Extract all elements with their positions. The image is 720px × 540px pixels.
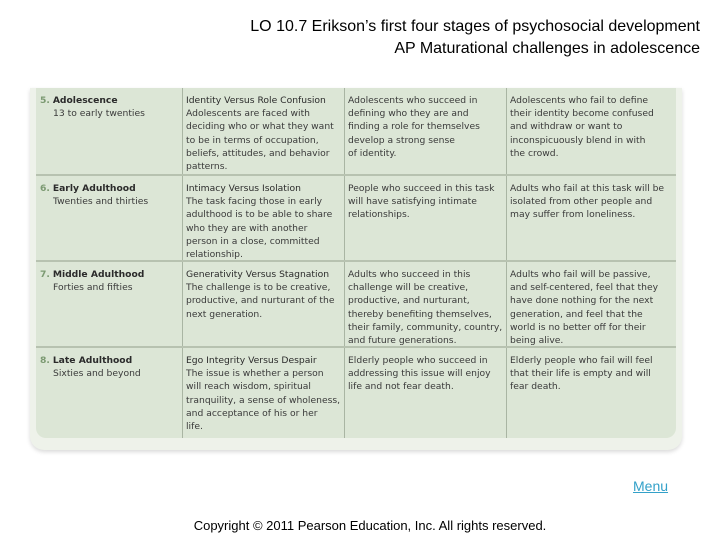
erikson-table-image bbox=[30, 88, 682, 450]
success-cell: Elderly people who succeed in addressing this issue will enjoy life and not fear death. bbox=[348, 355, 491, 393]
crisis-name: Identity Versus Role Confusion bbox=[186, 95, 326, 106]
stage-age: Twenties and thirties bbox=[53, 196, 149, 208]
crisis-description: The issue is whether a person will reach wisdom, spiritual tranquility, a sense of wholeness, and acceptance of his or her life. bbox=[186, 368, 341, 433]
table-row-middle-adulthood bbox=[36, 262, 676, 348]
table-row-late-adulthood bbox=[36, 348, 676, 438]
table-row-early-adulthood bbox=[36, 176, 676, 262]
crisis-cell bbox=[186, 182, 342, 261]
stage-name: Late Adulthood bbox=[52, 355, 133, 366]
stage-cell bbox=[40, 182, 180, 208]
stage-age: Sixties and beyond bbox=[53, 368, 141, 380]
crisis-name: Intimacy Versus Isolation bbox=[186, 183, 301, 194]
crisis-cell bbox=[186, 94, 342, 173]
stage-number: 7. bbox=[40, 269, 50, 280]
menu-link[interactable]: Menu bbox=[633, 478, 669, 494]
crisis-name: Ego Integrity Versus Despair bbox=[186, 355, 317, 366]
fail-cell: Adolescents who fail to define their identity become confused and withdraw or want to inconspicuously blend in with the crowd. bbox=[510, 95, 654, 159]
fail-cell: Adults who fail at this task will be isolated from other people and may suffer from loneliness. bbox=[510, 183, 665, 221]
stage-number: 8. bbox=[40, 355, 50, 366]
stage-cell bbox=[40, 94, 180, 120]
crisis-description: The challenge is to be creative, productive, and nurturant of the next generation. bbox=[186, 282, 335, 320]
title-line-2: AP Maturational challenges in adolescence bbox=[394, 40, 700, 57]
erikson-table bbox=[36, 88, 676, 438]
stage-cell bbox=[40, 354, 180, 380]
crisis-cell bbox=[186, 268, 342, 321]
success-cell: Adults who succeed in this challenge will be creative, productive, and nurturant, thereby benefiting themselves, their family, community, country, and future generations. bbox=[348, 269, 503, 347]
stage-cell bbox=[40, 268, 180, 294]
stage-name: Early Adulthood bbox=[52, 183, 136, 194]
crisis-description: Adolescents are faced with deciding who or what they want to be in terms of occupation, beliefs, attitudes, and behavior patterns. bbox=[186, 108, 334, 173]
fail-cell: Elderly people who fail will feel that their life is empty and will fear death. bbox=[510, 355, 653, 393]
success-cell: People who succeed in this task will have satisfying intimate relationships. bbox=[348, 183, 495, 221]
stage-number: 6. bbox=[40, 183, 50, 194]
stage-name: Adolescence bbox=[52, 95, 118, 106]
crisis-description: The task facing those in early adulthood is to be able to share who they are with another person in a close, committed relationship. bbox=[186, 196, 333, 261]
stage-age: Forties and fifties bbox=[53, 282, 133, 294]
stage-name: Middle Adulthood bbox=[52, 269, 145, 280]
copyright-notice: Copyright © 2011 Pearson Education, Inc. All rights reserved. bbox=[193, 518, 547, 533]
fail-cell: Adults who fail will be passive, and self-centered, feel that they have done nothing for the next generation, and feel that the world is no better off for their being alive. bbox=[510, 269, 659, 347]
stage-number: 5. bbox=[40, 95, 50, 106]
table-row-adolescence bbox=[36, 88, 676, 176]
crisis-cell bbox=[186, 354, 342, 433]
title-line-1: LO 10.7 Erikson’s first four stages of psychosocial development bbox=[250, 18, 700, 35]
slide-title bbox=[250, 16, 700, 60]
crisis-name: Generativity Versus Stagnation bbox=[186, 269, 330, 280]
success-cell: Adolescents who succeed in defining who they are and finding a role for themselves develop a strong sense of identity. bbox=[348, 95, 480, 159]
stage-age: 13 to early twenties bbox=[53, 108, 145, 120]
